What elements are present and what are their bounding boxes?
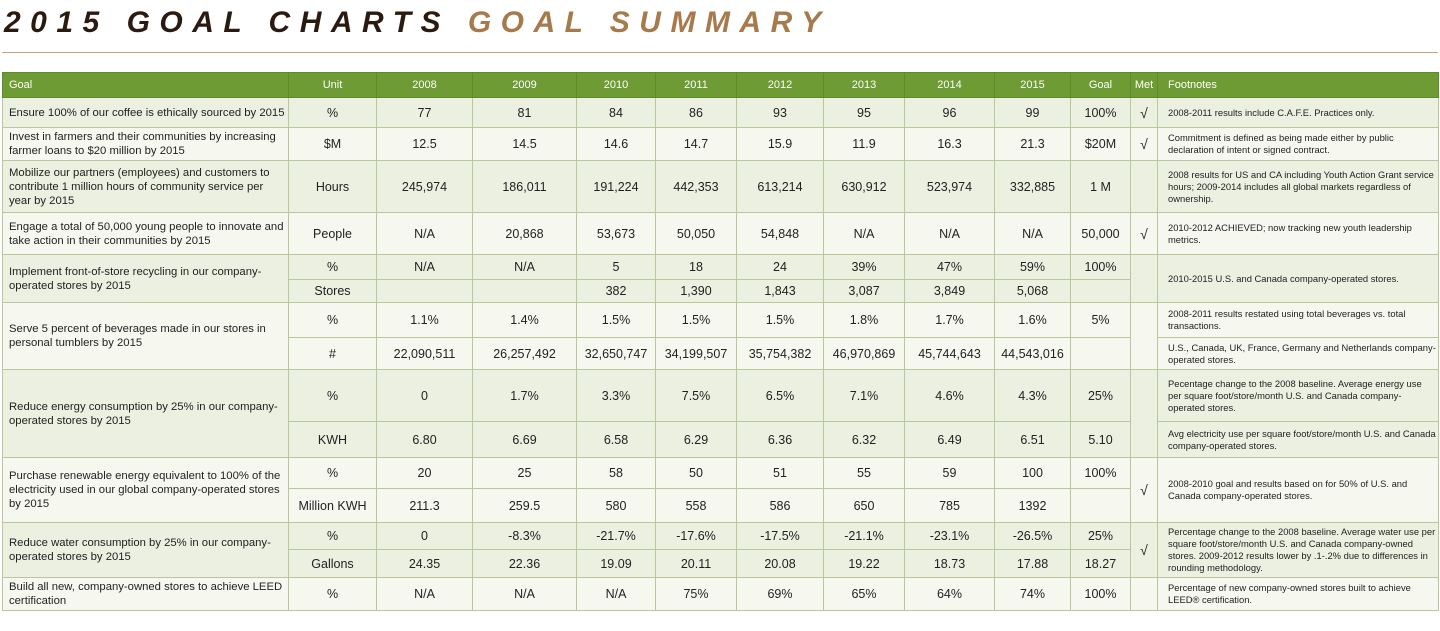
value-cell-y2008: 0: [377, 523, 473, 550]
unit-cell: Gallons: [289, 550, 377, 578]
unit-cell: Million KWH: [289, 489, 377, 523]
table-row: [3, 98, 1439, 128]
value-cell-y2013: 11.9: [824, 128, 905, 161]
value-cell-y2015: 332,885: [995, 161, 1071, 213]
footnote-cell: 2008 results for US and CA including Youth Action Grant service hours; 2009-2014 includes all global markets regardless of ownership.: [1158, 161, 1439, 213]
value-cell-y2013: 95: [824, 98, 905, 128]
met-check: [1131, 161, 1158, 213]
table-row: [3, 213, 1439, 255]
value-cell-y2013: 55: [824, 458, 905, 489]
goal-target-cell: $20M: [1071, 128, 1131, 161]
value-cell-y2010: 84: [577, 98, 656, 128]
header-y2012: 2012: [737, 73, 824, 98]
header-y2008: 2008: [377, 73, 473, 98]
value-cell-y2011: 1.5%: [656, 303, 737, 338]
value-cell-y2009: N/A: [473, 578, 577, 611]
value-cell-y2014: 3,849: [905, 280, 995, 303]
goal-group: [3, 128, 1439, 161]
goal-group: [3, 523, 1439, 578]
goal-target-cell: 25%: [1071, 370, 1131, 422]
value-cell-y2013: 1.8%: [824, 303, 905, 338]
value-cell-y2011: 75%: [656, 578, 737, 611]
table-row: [3, 370, 1439, 422]
unit-cell: %: [289, 255, 377, 280]
header-y2015: 2015: [995, 73, 1071, 98]
value-cell-y2012: -17.5%: [737, 523, 824, 550]
goal-description: Reduce energy consumption by 25% in our company-operated stores by 2015: [3, 370, 289, 458]
value-cell-y2013: 630,912: [824, 161, 905, 213]
goal-description: Serve 5 percent of beverages made in our stores in personal tumblers by 2015: [3, 303, 289, 370]
value-cell-y2009: N/A: [473, 255, 577, 280]
value-cell-y2011: 7.5%: [656, 370, 737, 422]
value-cell-y2009: 186,011: [473, 161, 577, 213]
value-cell-y2012: 35,754,382: [737, 338, 824, 370]
goal-target-cell: 100%: [1071, 458, 1131, 489]
value-cell-y2014: 1.7%: [905, 303, 995, 338]
value-cell-y2009: 1.4%: [473, 303, 577, 338]
value-cell-y2008: 20: [377, 458, 473, 489]
value-cell-y2010: -21.7%: [577, 523, 656, 550]
goal-target-cell: 5%: [1071, 303, 1131, 338]
value-cell-y2009: -8.3%: [473, 523, 577, 550]
unit-cell: KWH: [289, 422, 377, 458]
goal-target-cell: [1071, 489, 1131, 523]
value-cell-y2012: 1.5%: [737, 303, 824, 338]
value-cell-y2012: 51: [737, 458, 824, 489]
header-y2010: 2010: [577, 73, 656, 98]
footnote-cell: Pecentage change to the 2008 baseline. Average energy use per square foot/store/month U.S. and Canada company-operated stores.: [1158, 370, 1439, 422]
value-cell-y2015: 6.51: [995, 422, 1071, 458]
value-cell-y2012: 20.08: [737, 550, 824, 578]
table-row: [3, 523, 1439, 550]
value-cell-y2015: 17.88: [995, 550, 1071, 578]
value-cell-y2008: 12.5: [377, 128, 473, 161]
header-y2014: 2014: [905, 73, 995, 98]
goal-target-cell: 5.10: [1071, 422, 1131, 458]
value-cell-y2014: 18.73: [905, 550, 995, 578]
value-cell-y2009: [473, 280, 577, 303]
value-cell-y2011: 34,199,507: [656, 338, 737, 370]
value-cell-y2012: 613,214: [737, 161, 824, 213]
value-cell-y2010: 14.6: [577, 128, 656, 161]
value-cell-y2008: 24.35: [377, 550, 473, 578]
value-cell-y2015: 21.3: [995, 128, 1071, 161]
value-cell-y2012: 6.36: [737, 422, 824, 458]
value-cell-y2008: 6.80: [377, 422, 473, 458]
value-cell-y2010: 6.58: [577, 422, 656, 458]
value-cell-y2010: 3.3%: [577, 370, 656, 422]
table-row: [3, 458, 1439, 489]
value-cell-y2009: 25: [473, 458, 577, 489]
value-cell-y2009: 22.36: [473, 550, 577, 578]
table-row: [3, 255, 1439, 280]
goal-description: Build all new, company-owned stores to achieve LEED certification: [3, 578, 289, 611]
value-cell-y2013: 46,970,869: [824, 338, 905, 370]
header-y2011: 2011: [656, 73, 737, 98]
value-cell-y2015: N/A: [995, 213, 1071, 255]
value-cell-y2010: N/A: [577, 578, 656, 611]
header-unit: Unit: [289, 73, 377, 98]
footnote-cell: Commitment is defined as being made either by public declaration of intent or signed contract.: [1158, 128, 1439, 161]
unit-cell: %: [289, 370, 377, 422]
value-cell-y2014: N/A: [905, 213, 995, 255]
goal-target-cell: 18.27: [1071, 550, 1131, 578]
value-cell-y2015: 99: [995, 98, 1071, 128]
value-cell-y2013: 6.32: [824, 422, 905, 458]
unit-cell: %: [289, 458, 377, 489]
value-cell-y2014: 64%: [905, 578, 995, 611]
value-cell-y2015: 1.6%: [995, 303, 1071, 338]
unit-cell: %: [289, 98, 377, 128]
value-cell-y2014: 523,974: [905, 161, 995, 213]
unit-cell: %: [289, 523, 377, 550]
page-title: [4, 2, 831, 44]
goal-description: Reduce water consumption by 25% in our company-operated stores by 2015: [3, 523, 289, 578]
footnote-cell: 2008-2011 results include C.A.F.E. Practices only.: [1158, 98, 1439, 128]
met-check: √: [1131, 523, 1158, 578]
value-cell-y2014: 59: [905, 458, 995, 489]
value-cell-y2015: -26.5%: [995, 523, 1071, 550]
value-cell-y2010: 1.5%: [577, 303, 656, 338]
value-cell-y2014: 785: [905, 489, 995, 523]
goal-summary-table: [2, 72, 1439, 611]
footnote-cell: 2010-2015 U.S. and Canada company-operated stores.: [1158, 255, 1439, 303]
value-cell-y2011: 442,353: [656, 161, 737, 213]
goal-group: [3, 370, 1439, 458]
value-cell-y2015: 44,543,016: [995, 338, 1071, 370]
goal-target-cell: 50,000: [1071, 213, 1131, 255]
header-row: [3, 73, 1439, 98]
unit-cell: $M: [289, 128, 377, 161]
value-cell-y2010: 191,224: [577, 161, 656, 213]
met-check: [1131, 578, 1158, 611]
goal-target-cell: [1071, 338, 1131, 370]
value-cell-y2008: N/A: [377, 213, 473, 255]
value-cell-y2015: 1392: [995, 489, 1071, 523]
value-cell-y2010: 19.09: [577, 550, 656, 578]
goal-description: Ensure 100% of our coffee is ethically sourced by 2015: [3, 98, 289, 128]
value-cell-y2013: 39%: [824, 255, 905, 280]
value-cell-y2008: 77: [377, 98, 473, 128]
unit-cell: #: [289, 338, 377, 370]
value-cell-y2014: 4.6%: [905, 370, 995, 422]
header-footnotes: Footnotes: [1158, 73, 1439, 98]
value-cell-y2008: 22,090,511: [377, 338, 473, 370]
goal-group: [3, 161, 1439, 213]
value-cell-y2012: 15.9: [737, 128, 824, 161]
value-cell-y2008: N/A: [377, 578, 473, 611]
header-y2013: 2013: [824, 73, 905, 98]
met-check: [1131, 303, 1158, 370]
met-check: √: [1131, 128, 1158, 161]
value-cell-y2013: N/A: [824, 213, 905, 255]
unit-cell: Hours: [289, 161, 377, 213]
value-cell-y2012: 69%: [737, 578, 824, 611]
goal-description: Purchase renewable energy equivalent to 100% of the electricity used in our global company-operated stores by 2015: [3, 458, 289, 523]
value-cell-y2011: 6.29: [656, 422, 737, 458]
goal-group: [3, 213, 1439, 255]
value-cell-y2012: 24: [737, 255, 824, 280]
met-check: [1131, 255, 1158, 303]
value-cell-y2015: 74%: [995, 578, 1071, 611]
value-cell-y2010: 580: [577, 489, 656, 523]
goal-group: [3, 98, 1439, 128]
goal-group: [3, 303, 1439, 370]
value-cell-y2012: 1,843: [737, 280, 824, 303]
footnote-cell: Percentage of new company-owned stores built to achieve LEED® certification.: [1158, 578, 1439, 611]
value-cell-y2013: 7.1%: [824, 370, 905, 422]
value-cell-y2008: [377, 280, 473, 303]
title-part2: GOAL SUMMARY: [467, 6, 831, 39]
value-cell-y2011: 1,390: [656, 280, 737, 303]
value-cell-y2013: 19.22: [824, 550, 905, 578]
value-cell-y2011: 50: [656, 458, 737, 489]
footnote-cell: U.S., Canada, UK, France, Germany and Netherlands company-operated stores.: [1158, 338, 1439, 370]
value-cell-y2012: 93: [737, 98, 824, 128]
goal-group: [3, 578, 1439, 611]
value-cell-y2014: 96: [905, 98, 995, 128]
footnote-cell: Avg electricity use per square foot/store/month U.S. and Canada company-operated stores.: [1158, 422, 1439, 458]
value-cell-y2014: 16.3: [905, 128, 995, 161]
value-cell-y2011: 18: [656, 255, 737, 280]
value-cell-y2013: 3,087: [824, 280, 905, 303]
value-cell-y2011: 14.7: [656, 128, 737, 161]
value-cell-y2012: 6.5%: [737, 370, 824, 422]
header-met: Met: [1131, 73, 1158, 98]
met-check: √: [1131, 98, 1158, 128]
value-cell-y2015: 4.3%: [995, 370, 1071, 422]
footnote-cell: 2010-2012 ACHIEVED; now tracking new youth leadership metrics.: [1158, 213, 1439, 255]
value-cell-y2008: N/A: [377, 255, 473, 280]
value-cell-y2010: 58: [577, 458, 656, 489]
table-row: [3, 128, 1439, 161]
value-cell-y2013: 650: [824, 489, 905, 523]
header-y2009: 2009: [473, 73, 577, 98]
value-cell-y2011: 20.11: [656, 550, 737, 578]
value-cell-y2013: 65%: [824, 578, 905, 611]
value-cell-y2009: 81: [473, 98, 577, 128]
value-cell-y2010: 5: [577, 255, 656, 280]
value-cell-y2010: 382: [577, 280, 656, 303]
value-cell-y2009: 1.7%: [473, 370, 577, 422]
title-part1: 2015 GOAL CHARTS: [4, 6, 450, 39]
value-cell-y2015: 100: [995, 458, 1071, 489]
unit-cell: People: [289, 213, 377, 255]
value-cell-y2013: -21.1%: [824, 523, 905, 550]
value-cell-y2011: 50,050: [656, 213, 737, 255]
goal-target-cell: [1071, 280, 1131, 303]
value-cell-y2014: 6.49: [905, 422, 995, 458]
footnote-cell: Percentage change to the 2008 baseline. Average water use per square foot/store/month U.S. and Canada company-owned stores. 2009-2012 results lower by .1-.2% due to differences in rounding methodology.: [1158, 523, 1439, 578]
value-cell-y2015: 59%: [995, 255, 1071, 280]
goal-target-cell: 100%: [1071, 98, 1131, 128]
value-cell-y2009: 26,257,492: [473, 338, 577, 370]
met-check: [1131, 370, 1158, 458]
value-cell-y2011: 86: [656, 98, 737, 128]
unit-cell: Stores: [289, 280, 377, 303]
table-row: [3, 303, 1439, 338]
met-check: √: [1131, 458, 1158, 523]
goal-target-cell: 25%: [1071, 523, 1131, 550]
unit-cell: %: [289, 578, 377, 611]
goal-target-cell: 100%: [1071, 578, 1131, 611]
value-cell-y2014: 47%: [905, 255, 995, 280]
value-cell-y2010: 32,650,747: [577, 338, 656, 370]
title-rule: [2, 52, 1438, 53]
value-cell-y2012: 586: [737, 489, 824, 523]
value-cell-y2011: -17.6%: [656, 523, 737, 550]
value-cell-y2008: 245,974: [377, 161, 473, 213]
value-cell-y2008: 1.1%: [377, 303, 473, 338]
value-cell-y2009: 6.69: [473, 422, 577, 458]
value-cell-y2014: 45,744,643: [905, 338, 995, 370]
value-cell-y2014: -23.1%: [905, 523, 995, 550]
header-target: Goal: [1071, 73, 1131, 98]
value-cell-y2008: 211.3: [377, 489, 473, 523]
unit-cell: %: [289, 303, 377, 338]
value-cell-y2009: 14.5: [473, 128, 577, 161]
value-cell-y2010: 53,673: [577, 213, 656, 255]
goal-description: Mobilize our partners (employees) and customers to contribute 1 million hours of community service per year by 2015: [3, 161, 289, 213]
goal-description: Invest in farmers and their communities by increasing farmer loans to $20 million by 2015: [3, 128, 289, 161]
table-header: [3, 73, 1439, 98]
value-cell-y2015: 5,068: [995, 280, 1071, 303]
value-cell-y2011: 558: [656, 489, 737, 523]
value-cell-y2009: 20,868: [473, 213, 577, 255]
goal-target-cell: 1 M: [1071, 161, 1131, 213]
goal-description: Implement front-of-store recycling in our company-operated stores by 2015: [3, 255, 289, 303]
table-row: [3, 161, 1439, 213]
goal-group: [3, 255, 1439, 303]
goal-target-cell: 100%: [1071, 255, 1131, 280]
goal-description: Engage a total of 50,000 young people to innovate and take action in their communities by 2015: [3, 213, 289, 255]
footnote-cell: 2008-2011 results restated using total beverages vs. total transactions.: [1158, 303, 1439, 338]
header-goal: Goal: [3, 73, 289, 98]
met-check: √: [1131, 213, 1158, 255]
goal-group: [3, 458, 1439, 523]
value-cell-y2009: 259.5: [473, 489, 577, 523]
value-cell-y2012: 54,848: [737, 213, 824, 255]
footnote-cell: 2008-2010 goal and results based on for 50% of U.S. and Canada company-operated stores.: [1158, 458, 1439, 523]
table-row: [3, 578, 1439, 611]
value-cell-y2008: 0: [377, 370, 473, 422]
